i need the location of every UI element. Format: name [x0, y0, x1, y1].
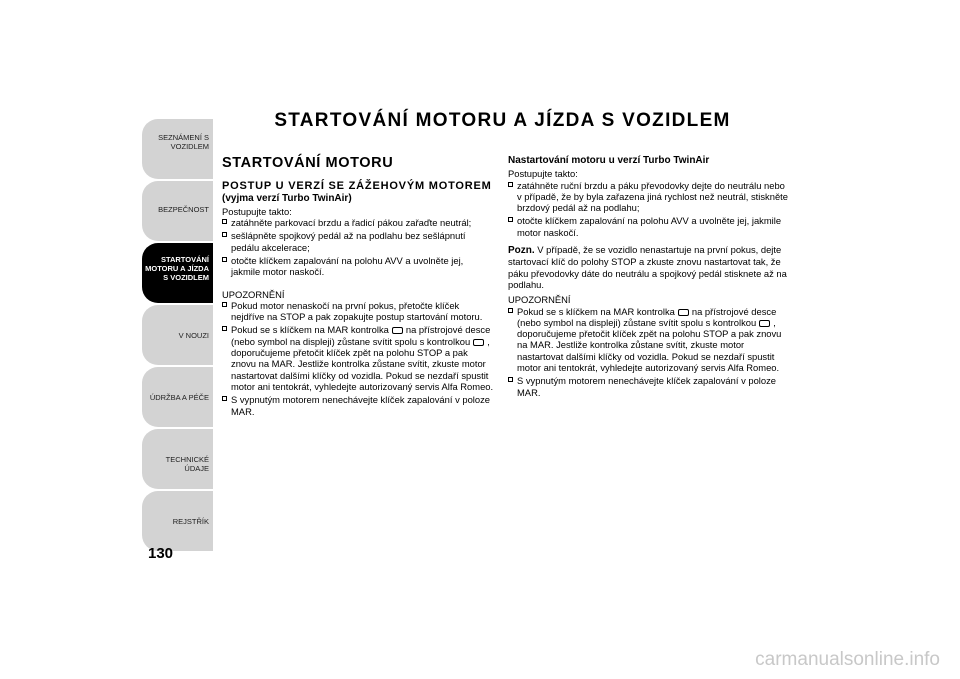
- tab-label: TECHNICKÉ ÚDAJE: [165, 455, 209, 473]
- checkbox-bullet-icon: [508, 217, 513, 222]
- page-title: STARTOVÁNÍ MOTORU A JÍZDA S VOZIDLEM: [274, 110, 731, 131]
- intro-text: Postupujte takto:: [222, 205, 292, 217]
- checkbox-bullet-icon: [222, 232, 227, 237]
- tab-startovani[interactable]: [142, 243, 213, 303]
- checkbox-bullet-icon: [508, 182, 513, 187]
- tab-label: SEZNÁMENÍ S VOZIDLEM: [158, 133, 209, 151]
- tab-label: STARTOVÁNÍ MOTORU A JÍZDA S VOZIDLEM: [145, 255, 209, 282]
- tab-v-nouzi[interactable]: [142, 305, 213, 365]
- step-list: [222, 217, 494, 277]
- warning-label: UPOZORNĚNÍ: [222, 288, 285, 300]
- checkbox-bullet-icon: [222, 396, 227, 401]
- list-item: otočte klíčkem zapalování na polohu AVV a uvolněte jej, jakmile motor naskočí.: [222, 255, 494, 278]
- note-label: Pozn.: [508, 245, 535, 257]
- tab-label: BEZPEČNOST: [158, 205, 209, 214]
- list-item: zatáhněte ruční brzdu a páku převodovky dejte do neutrálu nebo v případě, že by byla zařazena jiná rychlost než neutrál, stiskněte brzdový pedál až na podlahu;: [508, 180, 788, 214]
- warning-list: [508, 306, 788, 398]
- list-item: Pokud se s klíčkem na MAR kontrolka na přístrojové desce (nebo symbol na displeji) zůstane svítit spolu s kontrolkou , doporučujeme přetočit klíček zpět na polohu STOP a pak znovu na MAR. Jestliže kontrolka zůstane svítit, zkuste motor nastartovat dalšími klíčky od vozidla. Pokud se nezdaří spustit motor ani tentokrát, vyhledejte autorizovaný servis Alfa Romeo.: [222, 324, 494, 392]
- tab-seznameni[interactable]: [142, 119, 213, 179]
- checkbox-bullet-icon: [222, 257, 227, 262]
- note-paragraph: Pozn. V případě, že se vozidlo nenastartuje na první pokus, dejte startovací klíč do polohy STOP a zkuste znovu nastartovat tak, že páku převodovky dáte do neutrálu a spojkový pedál stisknete až na podlahu.: [508, 244, 787, 290]
- checkbox-bullet-icon: [222, 326, 227, 331]
- watermark: carmanualsonline.info: [755, 649, 940, 670]
- tab-label: ÚDRŽBA A PÉČE: [149, 393, 209, 402]
- tab-label: REJSTŘÍK: [172, 517, 209, 526]
- list-item: S vypnutým motorem nenechávejte klíček zapalování v poloze MAR.: [508, 375, 788, 398]
- engine-lamp-icon: [473, 339, 484, 346]
- right-column: [508, 155, 788, 400]
- checkbox-bullet-icon: [222, 219, 227, 224]
- tab-udrzba[interactable]: [142, 367, 213, 427]
- list-item: sešlápněte spojkový pedál až na podlahu bez sešlápnutí pedálu akcelerace;: [222, 230, 494, 253]
- checkbox-bullet-icon: [508, 308, 513, 313]
- warning-list: [222, 300, 494, 417]
- subsection-heading: POSTUP U VERZÍ SE ZÁŽEHOVÝM MOTOREM: [222, 180, 492, 192]
- list-item: zatáhněte parkovací brzdu a řadicí pákou zařaďte neutrál;: [222, 217, 494, 228]
- subsection-heading: Nastartování motoru u verzí Turbo TwinAir: [508, 155, 710, 166]
- list-item: S vypnutým motorem nenechávejte klíček zapalování v poloze MAR.: [222, 394, 494, 417]
- list-item: Pokud se s klíčkem na MAR kontrolka na přístrojové desce (nebo symbol na displeji) zůstane svítit spolu s kontrolkou , doporučujeme přetočit klíček zpět na polohu STOP a pak znovu na MAR. Jestliže kontrolka zůstane svítit, zkuste motor nastartovat dalšími klíčky od vozidla. Pokud se nezdaří spustit motor ani tentokrát, vyhledejte autorizovaný servis Alfa Romeo.: [508, 306, 788, 374]
- tab-rejstrik[interactable]: [142, 491, 213, 551]
- tab-bezpecnost[interactable]: [142, 181, 213, 241]
- warning-lamp-icon: [678, 309, 689, 316]
- checkbox-bullet-icon: [508, 377, 513, 382]
- list-item: otočte klíčkem zapalování na polohu AVV a uvolněte jej, jakmile motor naskočí.: [508, 215, 788, 238]
- section-heading: STARTOVÁNÍ MOTORU: [222, 155, 394, 171]
- tab-technicke-udaje[interactable]: [142, 429, 213, 489]
- warning-label: UPOZORNĚNÍ: [508, 294, 571, 306]
- chapter-sidebar: [142, 119, 213, 553]
- step-list: [508, 180, 788, 238]
- intro-text: Postupujte takto:: [508, 168, 578, 180]
- tab-label: V NOUZI: [178, 331, 209, 340]
- page-number: 130: [148, 545, 174, 562]
- engine-lamp-icon: [759, 320, 770, 327]
- subsection-note: (vyjma verzí Turbo TwinAir): [222, 192, 352, 204]
- left-column: [222, 155, 494, 419]
- checkbox-bullet-icon: [222, 302, 227, 307]
- warning-lamp-icon: [392, 327, 403, 334]
- list-item: Pokud motor nenaskočí na první pokus, přetočte klíček nejdříve na STOP a pak zopakujte postup startování motoru.: [222, 300, 494, 323]
